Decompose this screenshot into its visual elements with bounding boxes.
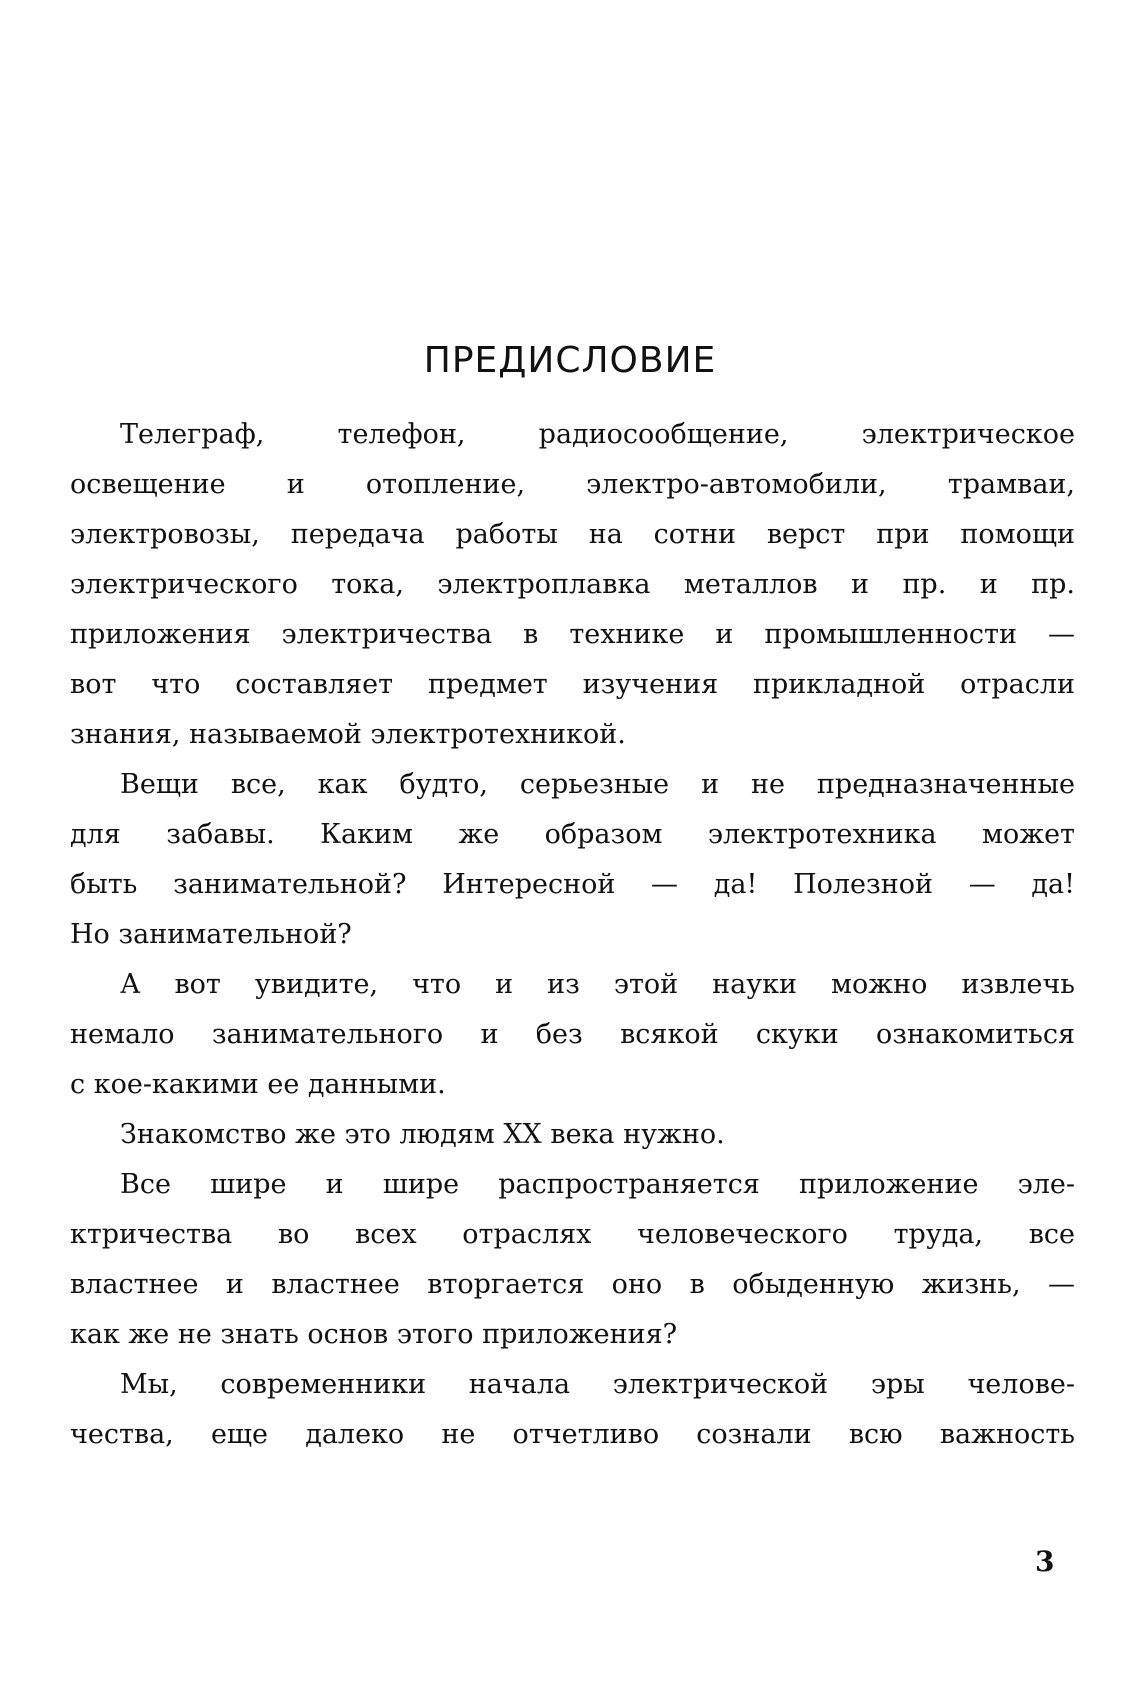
text-line: электрического тока, электроплавка металлов и пр. и пр.: [70, 569, 1075, 600]
text-line: электровозы, передача работы на сотни верст при помощи: [70, 519, 1075, 550]
paragraph-4: [70, 1110, 1075, 1160]
text-line: ктричества во всех отраслях человеческого труда, все: [70, 1219, 1075, 1250]
text-line: Мы, современники начала электрической эры челове-: [120, 1369, 1075, 1400]
text-line: Вещи все, как будто, серьезные и не предназначенные: [120, 769, 1075, 800]
text-line: знания, называемой электротехникой.: [70, 719, 626, 750]
text-line: А вот увидите, что и из этой науки можно извлечь: [120, 969, 1075, 1000]
text-line: с кое-какими ее данными.: [70, 1069, 446, 1100]
text-line: вот что составляет предмет изучения прикладной отрасли: [70, 669, 1075, 700]
text-line: быть занимательной? Интересной — да! Полезной — да!: [70, 869, 1075, 900]
paragraph-3: [70, 960, 1075, 1110]
paragraph-5: [70, 1160, 1075, 1360]
text-line: Знакомство же это людям XX века нужно.: [120, 1119, 725, 1150]
body-text: [70, 410, 1075, 1460]
text-line: властнее и властнее вторгается оно в обыденную жизнь, —: [70, 1269, 1075, 1300]
text-line: приложения электричества в технике и промышленности —: [70, 619, 1075, 650]
paragraph-1: [70, 410, 1075, 760]
text-line: освещение и отопление, электро-автомобили, трамваи,: [70, 469, 1075, 500]
paragraph-6: [70, 1360, 1075, 1460]
text-line: чества, еще далеко не отчетливо сознали всю важность: [70, 1419, 1075, 1450]
text-line: Все шире и шире распространяется приложение эле-: [120, 1169, 1075, 1200]
text-line: Но занимательной?: [70, 919, 352, 950]
text-line: немало занимательного и без всякой скуки ознакомиться: [70, 1019, 1075, 1050]
text-line: для забавы. Каким же образом электротехника может: [70, 819, 1075, 850]
paragraph-2: [70, 760, 1075, 960]
text-line: как же не знать основ этого приложения?: [70, 1319, 678, 1350]
page-title: ПРЕДИСЛОВИЕ: [423, 340, 717, 381]
text-line: Телеграф, телефон, радиосообщение, электрическое: [120, 419, 1075, 450]
page-number: 3: [1035, 1545, 1055, 1578]
